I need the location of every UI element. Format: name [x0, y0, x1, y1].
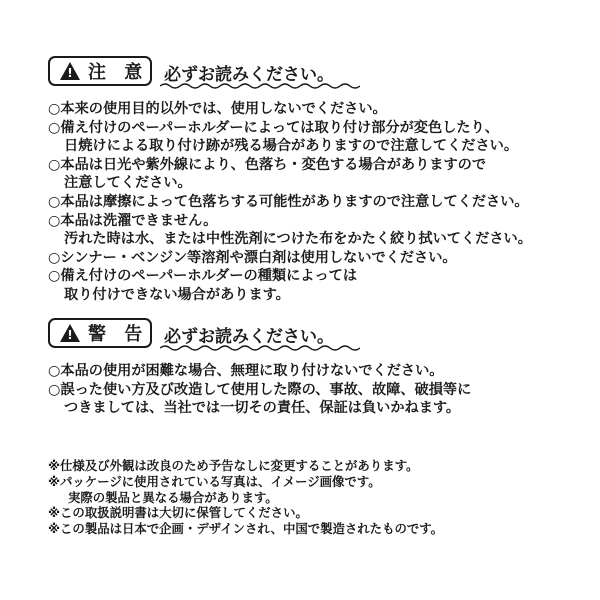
wavy-underline	[160, 82, 360, 90]
caution-item-line: 汚れた時は水、または中性洗剤につけた布をかたく絞り拭いてください。	[64, 231, 532, 248]
caution-item-line: ○シンナー・ベンジン等溶剤や漂白剤は使用しないでください。	[48, 249, 457, 266]
warning-item	[48, 362, 578, 381]
warning-section	[48, 318, 578, 418]
caution-item	[48, 100, 578, 119]
warning-tag	[48, 318, 152, 348]
warning-label: 警 告	[88, 324, 149, 345]
caution-item	[48, 267, 578, 304]
caution-item	[48, 156, 578, 193]
caution-item-line: ○本品は日光や紫外線により、色落ち・変色する場合がありますので	[48, 156, 487, 173]
warning-item-line: ○誤った使い方及び改造して使用した際の、事故、故障、破損等に	[48, 381, 472, 398]
warning-item-line: つきましては、当社では一切その責任、保証は負いかねます。	[64, 400, 461, 417]
caution-item-line: ○本品は洗濯できません。	[48, 212, 218, 229]
caution-item-line: ○備え付けのペーパーホルダーによっては取り付け部分が変色したり、	[48, 119, 499, 136]
caution-list	[48, 100, 578, 305]
note-line: ※仕様及び外観は改良のため予告なしに変更することがあります。	[48, 458, 419, 473]
caution-header	[48, 56, 578, 90]
must-read-text: 必ずお読みください。	[164, 65, 334, 85]
caution-item	[48, 119, 578, 156]
note-line: ※この取扱説明書は大切に保管してください。	[48, 505, 308, 521]
warning-item-line: ○本品の使用が困難な場合、無理に取り付けないでください。	[48, 363, 444, 379]
note-line: 実際の製品と異なる場合があります。	[68, 489, 278, 505]
caution-item	[48, 249, 578, 268]
caution-label: 注 意	[88, 62, 149, 83]
caution-item-line: 日焼けによる取り付け跡が残る場合がありますので注意してください。	[64, 138, 519, 155]
caution-item-line: ○本来の使用目的以外では、使用しないでください。	[48, 101, 387, 117]
must-read-text: 必ずお読みください。	[164, 327, 334, 347]
warning-item	[48, 381, 578, 418]
warning-triangle-icon: !	[60, 324, 80, 342]
caution-item	[48, 193, 578, 212]
caution-section	[48, 56, 578, 305]
warning-header	[48, 318, 578, 352]
wavy-underline	[160, 344, 360, 352]
warning-triangle-icon: !	[60, 62, 80, 80]
note-line: ※パッケージに使用されている写真は、イメージ画像です。	[48, 473, 381, 489]
caution-item	[48, 212, 578, 249]
caution-item-line: 取り付けできない場合があります。	[64, 286, 290, 303]
caution-item-line: ○本品は摩擦によって色落ちする可能性がありますので注意してください。	[48, 193, 529, 210]
note-line: ※この製品は日本で企画・デザインされ、中国で製造されたものです。	[48, 521, 444, 537]
warning-list	[48, 362, 578, 418]
caution-item-line: 注意してください。	[64, 175, 192, 192]
caution-item-line: ○備え付けのペーパーホルダーの種類によっては	[48, 268, 358, 285]
notes-section	[48, 458, 578, 537]
caution-tag	[48, 56, 152, 86]
